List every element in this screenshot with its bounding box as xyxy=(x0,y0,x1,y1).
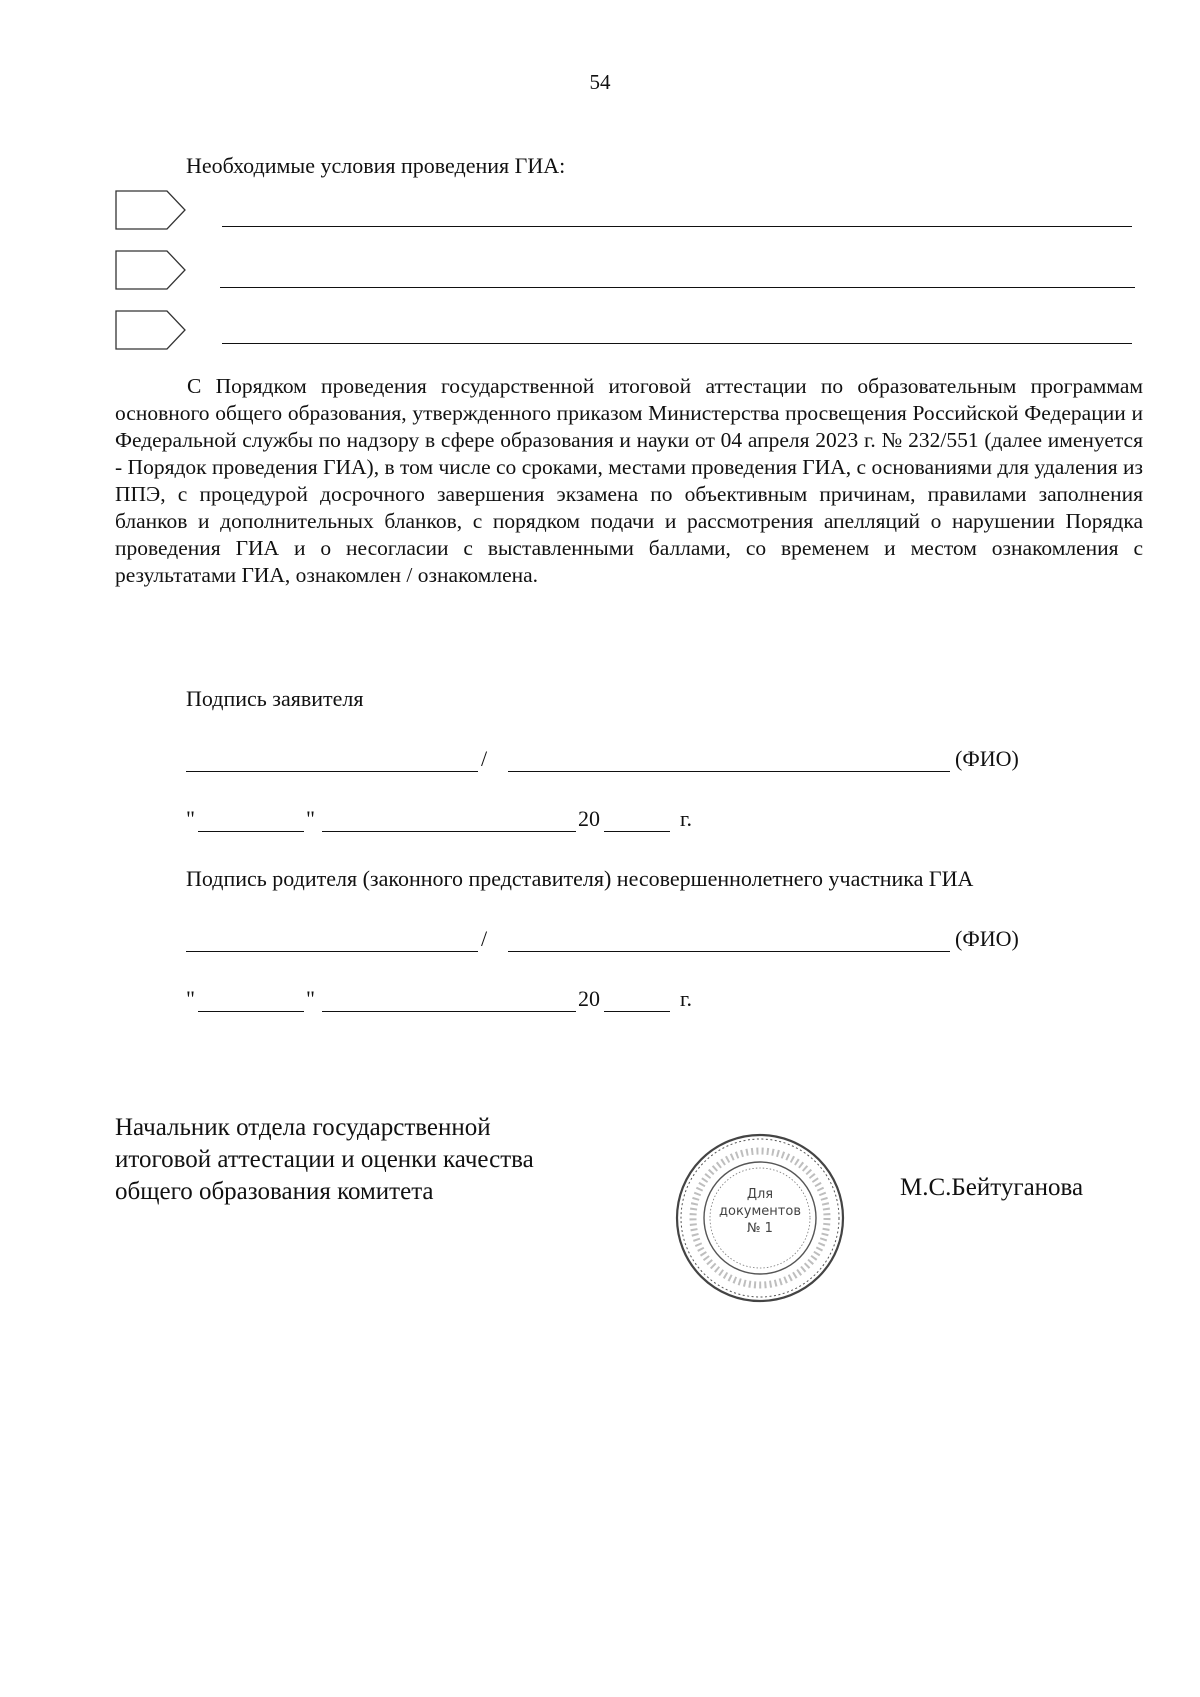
condition-checkbox-2[interactable] xyxy=(115,250,187,290)
applicant-date-close-quote: " xyxy=(306,806,315,831)
applicant-date-open-quote: " xyxy=(186,806,195,831)
parent-day-field[interactable] xyxy=(198,1011,304,1012)
parent-date-close-quote: " xyxy=(306,986,315,1011)
page-number: 54 xyxy=(589,70,611,94)
parent-year-prefix: 20 xyxy=(578,986,600,1011)
parent-signature-label: Подпись родителя (законного представителя) несовершеннолетнего участника ГИА xyxy=(186,866,974,891)
chief-position xyxy=(115,1112,635,1208)
parent-fio-field[interactable] xyxy=(508,951,950,952)
parent-fio-label: (ФИО) xyxy=(955,926,1019,951)
parent-signature-field[interactable] xyxy=(186,951,478,952)
applicant-signature-label: Подпись заявителя xyxy=(186,686,364,711)
applicant-year-suffix: г. xyxy=(680,806,693,831)
applicant-month-field[interactable] xyxy=(322,831,576,832)
parent-month-field[interactable] xyxy=(322,1011,576,1012)
seal-center-line: документов xyxy=(719,1204,801,1219)
condition-checkbox-3[interactable] xyxy=(115,310,187,350)
parent-year-field[interactable] xyxy=(604,1011,670,1012)
applicant-year-field[interactable] xyxy=(604,831,670,832)
official-seal xyxy=(674,1132,846,1304)
chief-position-line: общего образования комитета xyxy=(115,1178,434,1205)
applicant-day-field[interactable] xyxy=(198,831,304,832)
seal-center-line: Для xyxy=(746,1187,774,1202)
chief-position-line: Начальник отдела государственной xyxy=(115,1114,491,1141)
parent-year-suffix: г. xyxy=(680,986,693,1011)
signer-name: М.С.Бейтуганова xyxy=(900,1174,1084,1201)
applicant-year-prefix: 20 xyxy=(578,806,600,831)
applicant-fio-label: (ФИО) xyxy=(955,746,1019,771)
conditions-heading: Необходимые условия проведения ГИА: xyxy=(186,153,566,178)
acknowledgment-paragraph: С Порядком проведения государственной итоговой аттестации по образовательным программам основного общего образования, утвержденного приказом Министерства просвещения Российской Федерации и Федеральной службы по надзору в сфере образования и науки от 04 апреля 2023 г. № 232/551 (далее именуется - Порядок проведения ГИА), в том числе со сроками, местами проведения ГИА, с основаниями для удаления из ППЭ, с процедурой досрочного завершения экзамена по объективным причинам, правилами заполнения бланков и дополнительных бланков, с порядком подачи и рассмотрения апелляций о нарушении Порядка проведения ГИА и о несогласии с выставленными баллами, со временем и местом ознакомления с результатами ГИА, ознакомлен / ознакомлена. xyxy=(115,374,1143,587)
condition-line-3[interactable] xyxy=(222,343,1132,344)
applicant-slash: / xyxy=(481,746,488,771)
applicant-fio-field[interactable] xyxy=(508,771,950,772)
parent-date-open-quote: " xyxy=(186,986,195,1011)
condition-checkbox-1[interactable] xyxy=(115,190,187,230)
seal-center-line: № 1 xyxy=(747,1221,773,1236)
parent-slash: / xyxy=(481,926,488,951)
applicant-signature-field[interactable] xyxy=(186,771,478,772)
condition-line-2[interactable] xyxy=(220,287,1135,288)
condition-line-1[interactable] xyxy=(222,226,1132,227)
chief-position-line: итоговой аттестации и оценки качества xyxy=(115,1146,534,1173)
